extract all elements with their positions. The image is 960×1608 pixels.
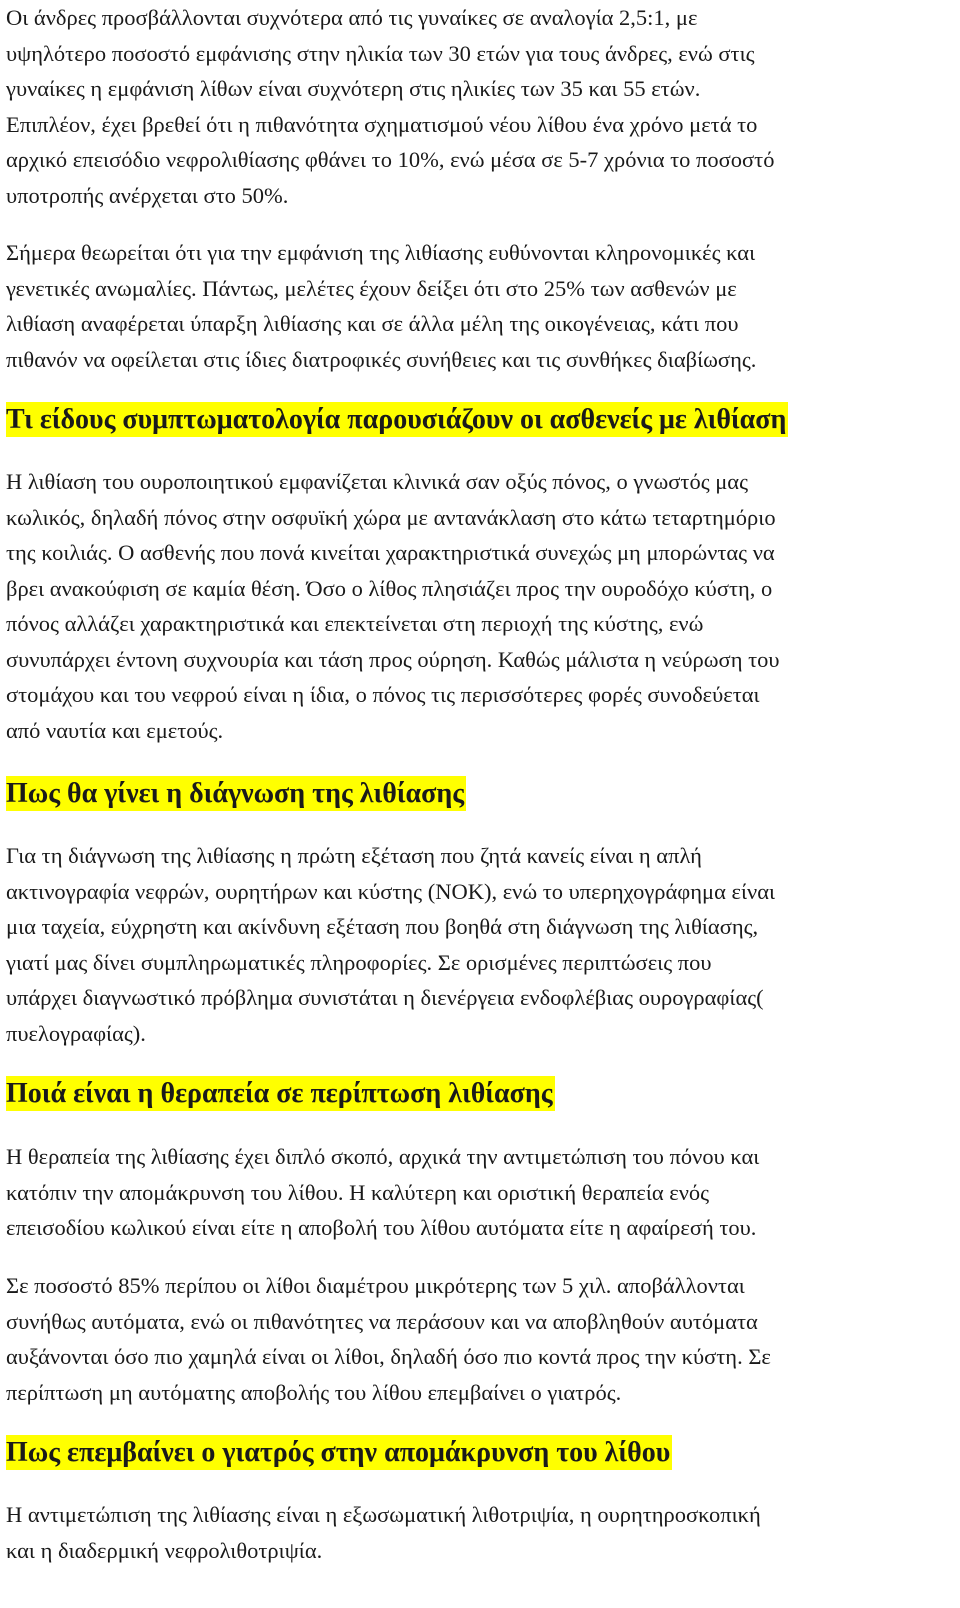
paragraph-prevalence: Οι άνδρες προσβάλλονται συχνότερα από τις γυναίκες σε αναλογία 2,5:1, με υψηλότερο ποσοστό εμφάνισης στην ηλικία των 30 ετών για τους άνδρες, ενώ στις γυναίκες η εμφάνιση λίθων είναι συχνότερη στις ηλικίες των 35 και 55 ετών. Επιπλέον, έχει βρεθεί ότι η πιθανότητα σχηματισμού νέου λίθου ένα χρόνο μετά το αρχικό επεισόδιο νεφρολιθίασης φθάνει το 10%, ενώ μέσα σε 5-7 χρόνια το ποσοστό υποτροπής ανέρχεται στο 50%. xyxy=(6,5,775,208)
heading-diagnosis xyxy=(6,776,466,812)
paragraph-treatment: Η θεραπεία της λιθίασης έχει διπλό σκοπό, αρχικά την αντιμετώπιση του πόνου και κατόπιν την απομάκρυνση του λίθου. Η καλύτερη και οριστική θεραπεία ενός επεισοδίου κωλικού είναι είτε η αποβολή του λίθου αυτόματα είτε η αφαίρεσή του. xyxy=(6,1144,760,1240)
heading-symptoms-text: Τι είδους συμπτωματολογία παρουσιάζουν οι ασθενείς με λιθίαση xyxy=(6,404,787,435)
paragraph-symptoms: Η λιθίαση του ουροποιητικού εμφανίζεται κλινικά σαν οξύς πόνος, ο γνωστός μας κωλικός, δηλαδή πόνος στην οσφυϊκή χώρα με αντανάκλαση στο κάτω τεταρτημόριο της κοιλιάς. Ο ασθενής που πονά κινείται χαρακτηριστικά συνεχώς μη μπορώντας να βρει ανακούφιση σε καμία θέση. Όσο ο λίθος πλησιάζει προς την ουροδόχο κύστη, ο πόνος αλλάζει χαρακτηριστικά και επεκτείνεται στη περιοχή της κύστης, ενώ συνυπάρχει έντονη συχνουρία και τάση προς ούρηση. Καθώς μάλιστα η νεύρωση του στομάχου και του νεφρού είναι η ίδια, ο πόνος τις περισσότερες φορές συνοδεύεται από ναυτία και εμετούς. xyxy=(6,469,780,743)
paragraph-heredity: Σήμερα θεωρείται ότι για την εμφάνιση της λιθίασης ευθύνονται κληρονομικές και γενετικές ανωμαλίες. Πάντως, μελέτες έχουν δείξει ότι στο 25% των ασθενών με λιθίαση αναφέρεται ύπαρξη λιθίασης και σε άλλα μέλη της οικογένειας, κάτι που πιθανόν να οφείλεται στις ίδιες διατροφικές συνήθειες και τις συνθήκες διαβίωσης. xyxy=(6,240,757,372)
paragraph-intervention: Η αντιμετώπιση της λιθίασης είναι η εξωσωματική λιθοτριψία, η ουρητηροσκοπική και η διαδερμική νεφρολιθοτριψία. xyxy=(6,1502,761,1563)
heading-symptoms xyxy=(6,402,788,438)
heading-intervention xyxy=(6,1435,672,1471)
heading-treatment-text: Ποιά είναι η θεραπεία σε περίπτωση λιθίασης xyxy=(6,1078,553,1109)
heading-intervention-text: Πως επεμβαίνει ο γιατρός στην απομάκρυνση του λίθου xyxy=(6,1437,671,1468)
paragraph-diagnosis: Για τη διάγνωση της λιθίασης η πρώτη εξέταση που ζητά κανείς είναι η απλή ακτινογραφία νεφρών, ουρητήρων και κύστης (ΝΟΚ), ενώ το υπερηχογράφημα είναι μια ταχεία, εύχρηστη και ακίνδυνη εξέταση που βοηθά στη διάγνωση της λιθίασης, γιατί μας δίνει συμπληρωματικές πληροφορίες. Σε ορισμένες περιπτώσεις που υπάρχει διαγνωστικό πρόβλημα συνιστάται η διενέργεια ενδοφλέβιας ουρογραφίας( πυελογραφίας). xyxy=(6,843,776,1046)
heading-treatment xyxy=(6,1076,555,1112)
heading-diagnosis-text: Πως θα γίνει η διάγνωση της λιθίασης xyxy=(6,778,465,809)
paragraph-spontaneous-passage: Σε ποσοστό 85% περίπου οι λίθοι διαμέτρου μικρότερης των 5 χιλ. αποβάλλονται συνήθως αυτόματα, ενώ οι πιθανότητες να περάσουν και να αποβληθούν αυτόματα αυξάνονται όσο πιο χαμηλά είναι οι λίθοι, δηλαδή όσο πιο κοντά προς την κύστη. Σε περίπτωση μη αυτόματης αποβολής του λίθου επεμβαίνει ο γιατρός. xyxy=(6,1273,771,1405)
